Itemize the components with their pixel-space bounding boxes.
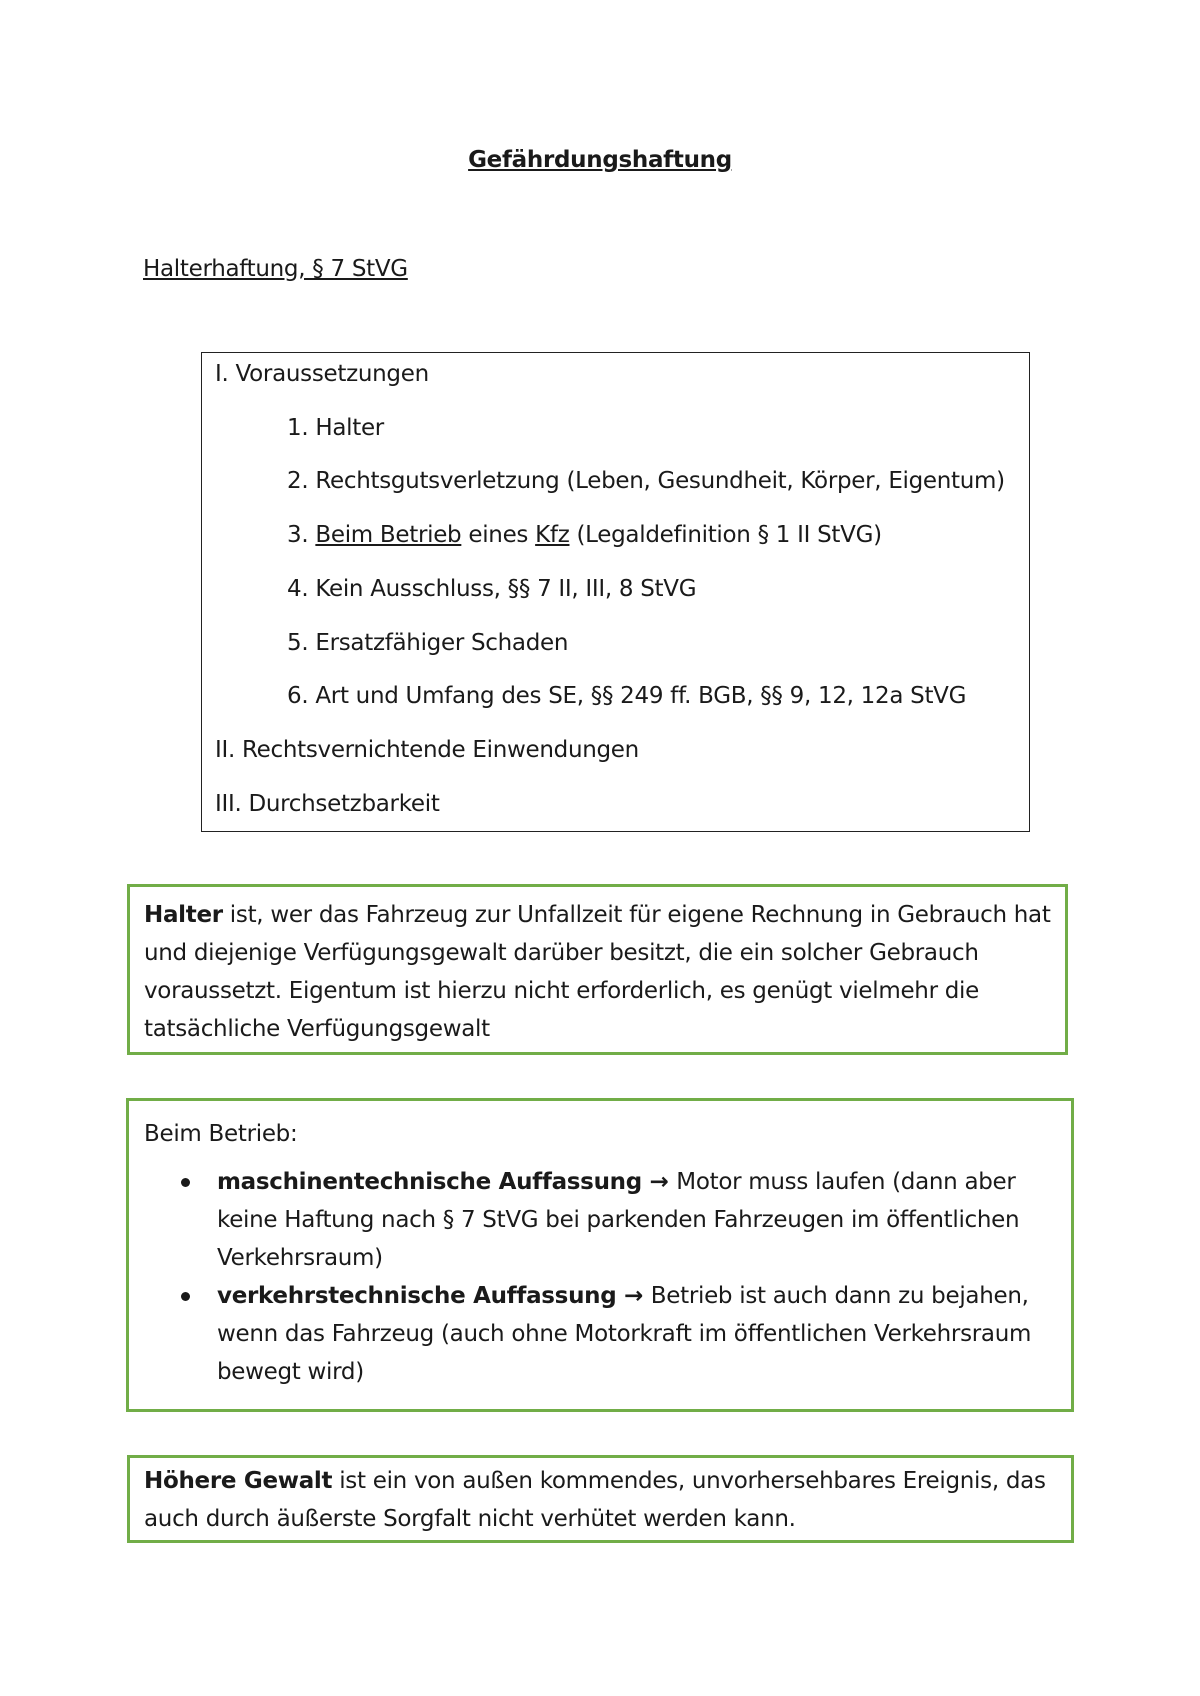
bullet-icon — [181, 1178, 190, 1187]
outline-item-3-rest: (Legaldefinition § 1 II StVG) — [569, 522, 882, 548]
list-item — [144, 1277, 1057, 1391]
outline-section-3: III. Durchsetzbarkeit — [215, 791, 440, 817]
section-heading: Halterhaftung, § 7 StVG — [143, 256, 408, 282]
outline-item-4: 4. Kein Ausschluss, §§ 7 II, III, 8 StVG — [287, 576, 697, 602]
outline-item-2: 2. Rechtsgutsverletzung (Leben, Gesundheit, Körper, Eigentum) — [287, 468, 1005, 494]
halter-line-4: tatsächliche Verfügungsgewalt — [144, 1016, 490, 1042]
outline-item-3-eines: eines — [461, 522, 536, 548]
outline-item-6: 6. Art und Umfang des SE, §§ 249 ff. BGB, §§ 9, 12, 12a StVG — [287, 683, 967, 709]
document-title: Gefährdungshaftung — [468, 147, 732, 173]
outline-item-1: 1. Halter — [287, 415, 384, 441]
halter-text-1: ist, wer das Fahrzeug zur Unfallzeit für eigene Rechnung in Gebrauch hat — [222, 902, 1051, 928]
gewalt-text-1: ist ein von außen kommendes, unvorhersehbares Ereignis, das — [332, 1468, 1046, 1494]
bullet2-text-2: wenn das Fahrzeug (auch ohne Motorkraft im öffentlichen Verkehrsraum — [217, 1321, 1032, 1347]
halter-line-2: und diejenige Verfügungsgewalt darüber besitzt, die ein solcher Gebrauch — [144, 940, 979, 966]
beim-betrieb-box — [126, 1098, 1074, 1412]
outline-section-2: II. Rechtsvernichtende Einwendungen — [215, 737, 639, 763]
bullet2-text-1: Betrieb ist auch dann zu bejahen, — [650, 1283, 1029, 1309]
bullet1-text-1: Motor muss laufen (dann aber — [676, 1169, 1016, 1195]
hoehere-gewalt-box — [127, 1455, 1074, 1543]
maschinentechnisch-term: maschinentechnische Auffassung — [217, 1169, 642, 1195]
verkehrstechnisch-term: verkehrstechnische Auffassung — [217, 1283, 617, 1309]
list-item — [144, 1163, 1057, 1277]
halter-term: Halter — [144, 902, 223, 928]
halter-definition-box — [127, 884, 1068, 1055]
outline-box — [201, 352, 1030, 832]
gewalt-line-2: auch durch äußerste Sorgfalt nicht verhütet werden kann. — [144, 1506, 796, 1532]
outline-item-3 — [287, 522, 882, 548]
bullet1-text-2: keine Haftung nach § 7 StVG bei parkenden Fahrzeugen im öffentlichen — [217, 1207, 1020, 1233]
outline-section-1: I. Voraussetzungen — [215, 361, 429, 387]
outline-item-3-prefix: 3. — [287, 522, 316, 548]
hoehere-gewalt-term: Höhere Gewalt — [144, 1468, 333, 1494]
bullet1-text-3: Verkehrsraum) — [217, 1245, 383, 1271]
betrieb-bullet-list — [144, 1163, 1057, 1391]
beim-betrieb-term: Beim Betrieb — [315, 522, 462, 548]
halter-line-3: voraussetzt. Eigentum ist hierzu nicht erforderlich, es genügt vielmehr die — [144, 978, 979, 1004]
kfz-term: Kfz — [535, 522, 570, 548]
arrow-icon: → — [616, 1283, 651, 1309]
arrow-icon: → — [641, 1169, 677, 1195]
halter-line-1 — [144, 896, 1051, 934]
betrieb-heading: Beim Betrieb: — [144, 1121, 298, 1147]
bullet2-text-3: bewegt wird) — [217, 1359, 364, 1385]
bullet-icon — [181, 1292, 190, 1301]
gewalt-line-1 — [144, 1462, 1057, 1500]
outline-item-5: 5. Ersatzfähiger Schaden — [287, 630, 569, 656]
